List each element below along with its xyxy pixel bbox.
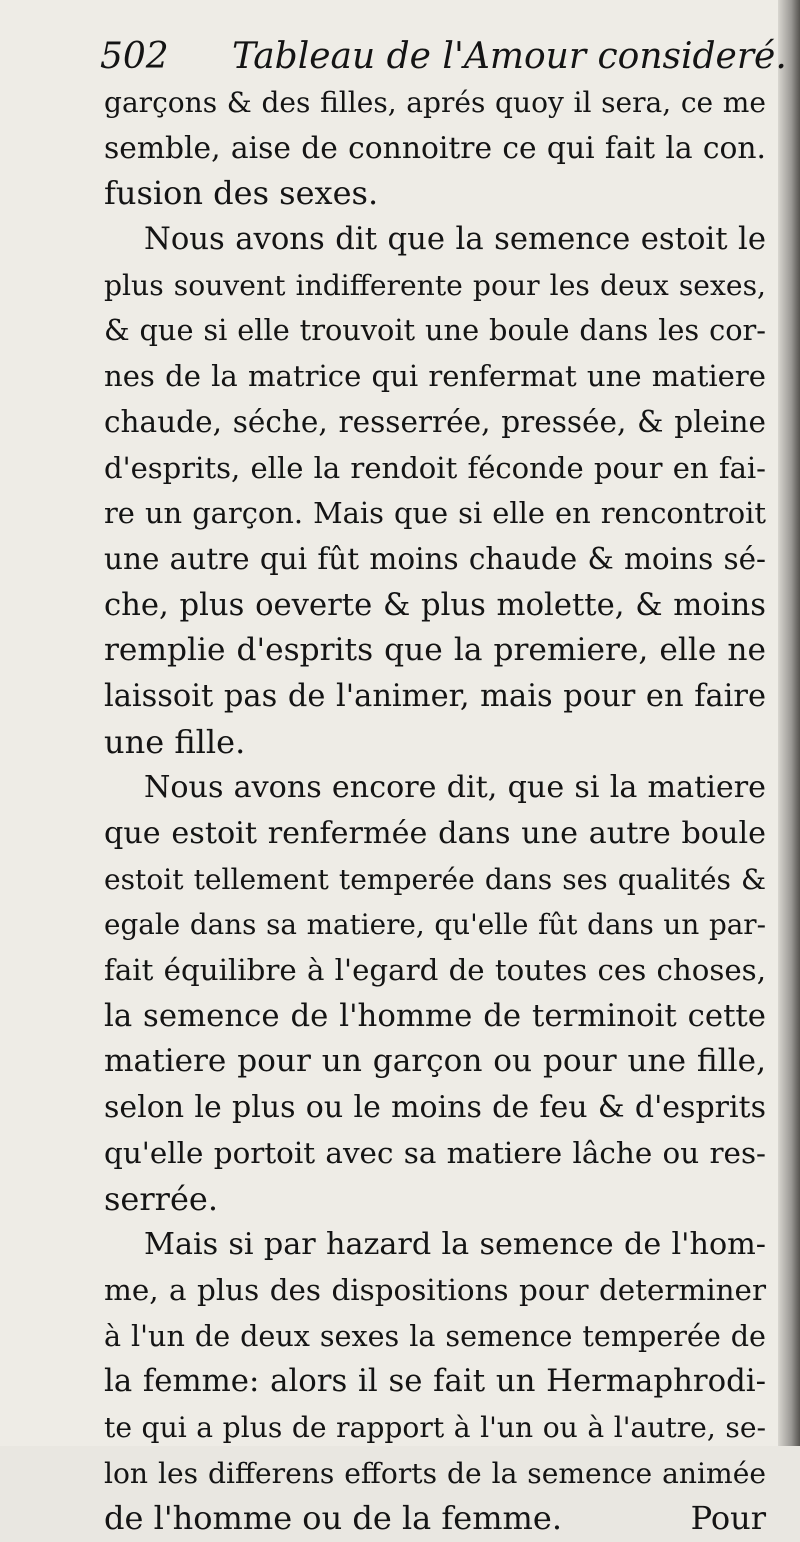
text-line: de l'homme ou de la femme. xyxy=(104,1499,562,1538)
body-text xyxy=(104,80,766,1542)
text-line: qu'elle portoit avec sa matiere lâche ou res- xyxy=(104,1135,766,1170)
text-line: selon le plus ou le moins de feu & d'esprits xyxy=(104,1090,766,1126)
text-line: laissoit pas de l'animer, mais pour en faire xyxy=(104,678,766,714)
text-line: & que si elle trouvoit une boule dans les cor- xyxy=(104,313,766,348)
text-line: Nous avons dit que la semence estoit le xyxy=(144,222,766,258)
text-line: fait équilibre à l'egard de toutes ces choses, xyxy=(104,953,766,988)
text-line: une autre qui fût moins chaude & moins sé- xyxy=(104,541,766,576)
page-edge-shadow xyxy=(778,0,800,1446)
text-line: me, a plus des dispositions pour determiner xyxy=(104,1272,766,1307)
text-line: chaude, séche, resserrée, pressée, & pleine xyxy=(104,404,766,439)
text-line: fusion des sexes. xyxy=(104,174,379,213)
text-line: estoit tellement temperée dans ses qualités & xyxy=(104,862,766,896)
running-title: Tableau de l'Amour consideré. xyxy=(232,36,787,77)
text-line: à l'un de deux sexes la semence temperée de xyxy=(104,1318,766,1353)
catchword: Pour xyxy=(690,1499,766,1538)
paragraph-3 xyxy=(104,765,766,1222)
text-line: egale dans sa matiere, qu'elle fût dans un par- xyxy=(104,908,766,942)
text-line: une fille. xyxy=(104,722,246,761)
text-line: serrée. xyxy=(104,1179,218,1218)
page-number: 502 xyxy=(100,36,169,77)
text-line: matiere pour un garçon ou pour une fille, xyxy=(104,1043,766,1080)
text-line: d'esprits, elle la rendoit féconde pour en fai- xyxy=(104,450,766,485)
text-line: te qui a plus de rapport à l'un ou à l'autre, se- xyxy=(104,1410,766,1444)
text-line: garçons & des filles, aprés quoy il sera, ce me xyxy=(104,86,766,119)
text-line: plus souvent indifferente pour les deux sexes, xyxy=(104,268,766,302)
final-line-row xyxy=(104,1496,766,1542)
text-line: lon les differens efforts de la semence animée xyxy=(104,1456,766,1490)
running-header xyxy=(100,36,787,80)
paragraph-2 xyxy=(104,217,766,765)
text-line: Nous avons encore dit, que si la matiere xyxy=(144,770,766,806)
text-line: re un garçon. Mais que si elle en rencontroit xyxy=(104,496,766,531)
text-line: la femme: alors il se fait un Hermaphrodi- xyxy=(104,1363,766,1400)
text-line: remplie d'esprits que la premiere, elle ne xyxy=(104,632,766,669)
text-line: nes de la matrice qui renfermat une matiere xyxy=(104,359,766,394)
text-line: la semence de l'homme de terminoit cette xyxy=(104,997,766,1034)
paragraph-4 xyxy=(104,1222,766,1542)
text-line: che, plus oeverte & plus molette, & moins xyxy=(104,587,766,623)
text-line: que estoit renfermée dans une autre boule xyxy=(104,816,766,851)
text-line: Mais si par hazard la semence de l'hom- xyxy=(144,1227,766,1263)
paragraph-1 xyxy=(104,80,766,217)
text-line: semble, aise de connoitre ce qui fait la con. xyxy=(104,130,766,166)
